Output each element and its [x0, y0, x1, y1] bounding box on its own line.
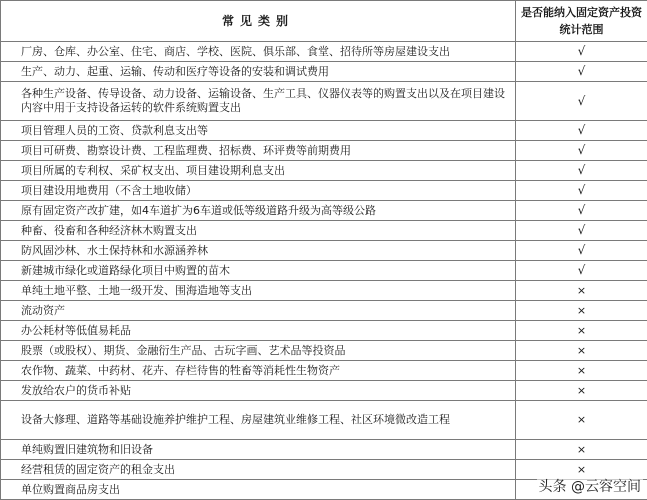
watermark [537, 476, 643, 496]
check-mark: √ [577, 64, 586, 78]
item-cell: 原有固定资产改扩建，如4车道扩为6车道或低等级道路升级为高等级公路 [1, 201, 516, 221]
table-row [1, 62, 647, 82]
mark-cell [516, 341, 647, 361]
item-cell: 单纯购置旧建筑物和旧设备 [1, 440, 516, 460]
item-cell: 项目建设用地费用（不含土地收储） [1, 181, 516, 201]
item-cell: 发放给农户的货币补贴 [1, 381, 516, 401]
mark-cell [516, 42, 647, 62]
item-cell: 项目管理人员的工资、贷款利息支出等 [1, 121, 516, 141]
item-cell: 经营租赁的固定资产的租金支出 [1, 460, 516, 480]
header-row [1, 1, 647, 42]
item-cell: 办公耗材等低值易耗品 [1, 321, 516, 341]
mark-cell [516, 440, 647, 460]
cross-mark: × [576, 383, 587, 397]
item-cell: 厂房、仓库、办公室、住宅、商店、学校、医院、俱乐部、食堂、招待所等房屋建设支出 [1, 42, 516, 62]
item-cell: 种畜、役畜和各种经济林木购置支出 [1, 221, 516, 241]
check-mark: √ [577, 263, 586, 277]
cross-mark: × [576, 363, 587, 377]
check-mark: √ [577, 44, 586, 58]
item-cell: 单位购置商品房支出 [1, 480, 516, 500]
table-row [1, 281, 647, 301]
item-cell: 项目所属的专利权、采矿权支出、项目建设期利息支出 [1, 161, 516, 181]
mark-cell [516, 161, 647, 181]
check-mark: √ [577, 143, 586, 157]
category-header: 常见类别 [1, 1, 516, 42]
item-cell: 生产、动力、起重、运输、传动和医疗等设备的安装和调试费用 [1, 62, 516, 82]
mark-cell [516, 62, 647, 82]
table-row [1, 301, 647, 321]
table-row [1, 201, 647, 221]
table-row [1, 221, 647, 241]
table-row [1, 321, 647, 341]
cross-mark: × [576, 343, 587, 357]
table-row [1, 361, 647, 381]
check-mark: √ [577, 243, 586, 257]
cross-mark: × [576, 283, 587, 297]
item-cell: 流动资产 [1, 301, 516, 321]
table-row [1, 82, 647, 121]
table-row [1, 261, 647, 281]
table-row [1, 161, 647, 181]
mark-cell [516, 381, 647, 401]
check-mark: √ [577, 203, 586, 217]
check-mark: √ [577, 223, 586, 237]
check-mark: √ [577, 163, 586, 177]
mark-cell [516, 181, 647, 201]
cross-mark: × [576, 413, 587, 426]
table-row [1, 241, 647, 261]
mark-cell [516, 261, 647, 281]
cross-mark: × [576, 462, 587, 476]
mark-cell [516, 281, 647, 301]
item-cell: 新建城市绿化或道路绿化项目中购置的苗木 [1, 261, 516, 281]
cross-mark: × [576, 323, 587, 337]
table-row [1, 141, 647, 161]
mark-cell [516, 221, 647, 241]
mark-cell [516, 121, 647, 141]
mark-cell [516, 201, 647, 221]
item-cell: 各种生产设备、传导设备、动力设备、运输设备、生产工具、仪器仪表等的购置支出以及在项目建设内容中用于支持设备运转的软件系统购置支出 [1, 82, 516, 121]
cross-mark: × [576, 303, 587, 317]
mark-cell [516, 321, 647, 341]
item-cell: 农作物、蔬菜、中药材、花卉、存栏待售的牲畜等消耗性生物资产 [1, 361, 516, 381]
table-row [1, 381, 647, 401]
table-row [1, 181, 647, 201]
item-cell: 单纯土地平整、土地一级开发、围海造地等支出 [1, 281, 516, 301]
check-mark: √ [577, 93, 586, 108]
check-mark: √ [577, 123, 586, 137]
mark-cell [516, 301, 647, 321]
table-row [1, 42, 647, 62]
cross-mark: × [576, 442, 587, 456]
item-cell: 项目可研费、勘察设计费、工程监理费、招标费、环评费等前期费用 [1, 141, 516, 161]
check-mark: √ [577, 183, 586, 197]
mark-cell [516, 401, 647, 440]
mark-cell [516, 361, 647, 381]
item-cell: 股票（或股权）、期货、金融衍生产品、古玩字画、艺术品等投资品 [1, 341, 516, 361]
table-row [1, 341, 647, 361]
item-cell: 设备大修理、道路等基础设施养护维护工程、房屋建筑业维修工程、社区环境微改造工程 [1, 401, 516, 440]
table-row [1, 440, 647, 460]
watermark-text: 头条 @云容空间 [538, 479, 641, 495]
mark-cell [516, 82, 647, 121]
item-cell: 防风固沙林、水土保持林和水源涵养林 [1, 241, 516, 261]
table-row [1, 121, 647, 141]
included-header: 是否能纳入固定资产投资统计范围 [516, 1, 647, 42]
table-row [1, 401, 647, 440]
mark-cell [516, 241, 647, 261]
mark-cell [516, 141, 647, 161]
